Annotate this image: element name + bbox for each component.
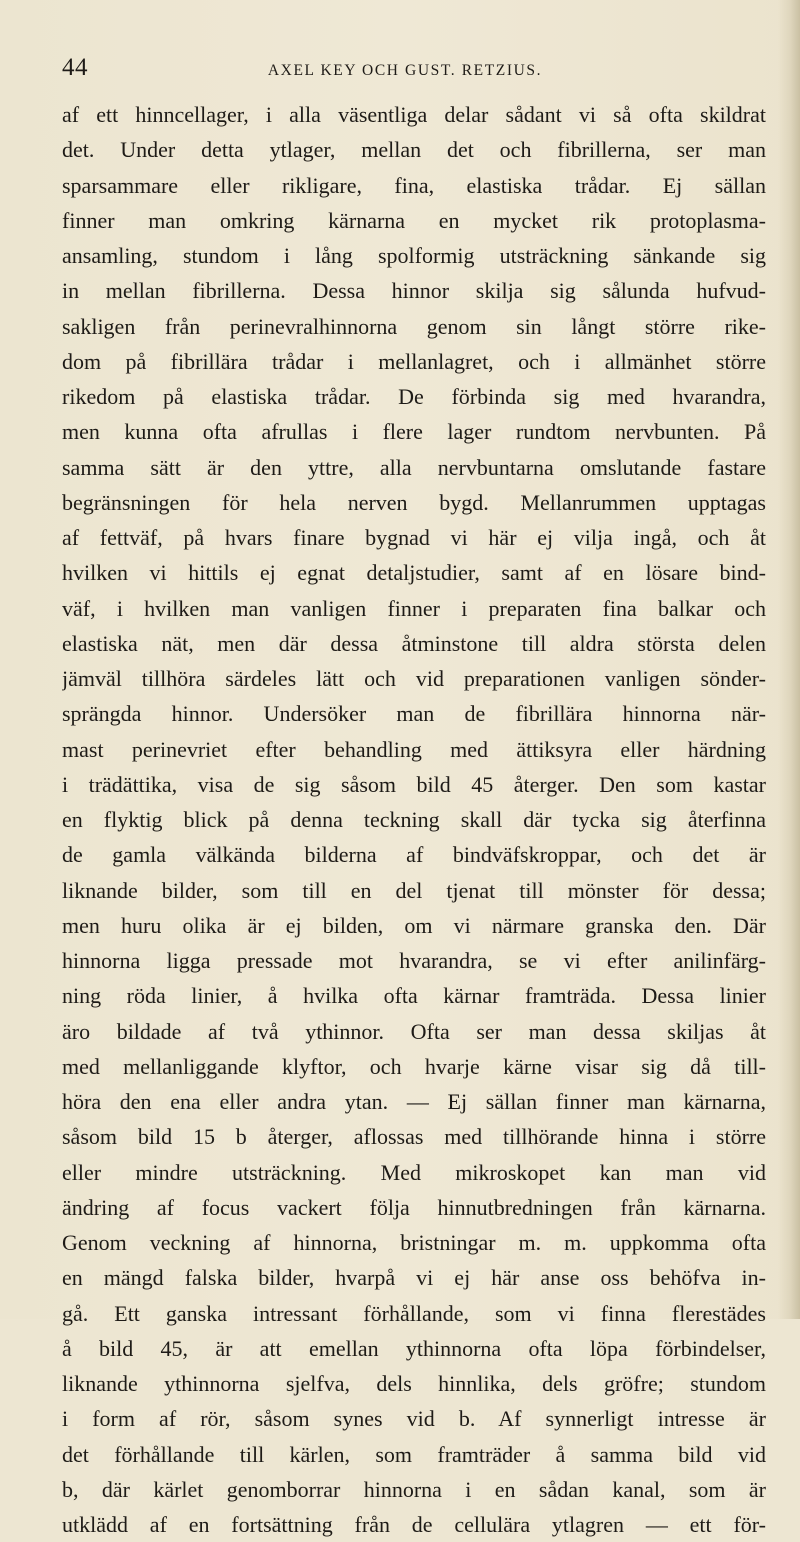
text-line: äro bildade af två ythinnor. Ofta ser man dessa skiljas åt <box>62 1018 766 1044</box>
text-line: det. Under detta ytlager, mellan det och fibrillerna, ser man <box>62 137 766 163</box>
running-head: AXEL KEY OCH GUST. RETZIUS. <box>267 62 543 79</box>
text-line: såsom bild 15 b återger, aflossas med tillhörande hinna i större <box>62 1124 766 1150</box>
text-line: en mängd falska bilder, hvarpå vi ej här anse oss behöfva in- <box>62 1265 766 1291</box>
text-line: finner man omkring kärnarna en mycket rik protoplasma- <box>62 207 766 233</box>
text-line: begränsningen för hela nerven bygd. Mellanrummen upptagas <box>62 489 766 515</box>
page-edge-shadow <box>778 0 800 1319</box>
page-number: 44 <box>62 54 88 81</box>
text-line: men huru olika är ej bilden, om vi närmare granska den. Där <box>62 912 766 938</box>
text-line: eller mindre utsträckning. Med mikroskopet kan man vid <box>62 1159 766 1185</box>
page-header <box>0 54 800 88</box>
text-line: en flyktig blick på denna teckning skall där tycka sig återfinna <box>62 807 766 832</box>
text-line: väf, i hvilken man vanligen finner i preparaten fina balkar och <box>62 595 766 621</box>
text-line: samma sätt är den yttre, alla nervbuntarna omslutande fastare <box>62 454 766 480</box>
text-line: sprängda hinnor. Undersöker man de fibrillära hinnorna när- <box>62 701 766 727</box>
text-line: sparsammare eller rikligare, fina, elastiska trådar. Ej sällan <box>62 172 766 198</box>
text-line: rikedom på elastiska trådar. De förbinda sig med hvarandra, <box>62 384 766 409</box>
text-line: ändring af focus vackert följa hinnutbredningen från kärnarna. <box>62 1194 766 1220</box>
text-line: höra den ena eller andra ytan. — Ej sällan finner man kärnarna, <box>62 1089 766 1114</box>
text-line: af ett hinncellager, i alla väsentliga delar sådant vi så ofta skildrat <box>62 102 766 127</box>
text-line: å bild 45, är att emellan ythinnorna ofta löpa förbindelser, <box>62 1335 766 1361</box>
text-line: ning röda linier, å hvilka ofta kärnar framträda. Dessa linier <box>62 983 766 1009</box>
text-line: de gamla välkända bilderna af bindväfskroppar, och det är <box>62 842 766 868</box>
text-line: gå. Ett ganska intressant förhållande, som vi finna flerestädes <box>62 1300 766 1326</box>
text-line: dom på fibrillära trådar i mellanlagret, och i allmänhet större <box>62 348 766 374</box>
text-line: ansamling, stundom i lång spolformig utsträckning sänkande sig <box>62 243 766 268</box>
text-line: i form af rör, såsom synes vid b. Af synnerligt intresse är <box>62 1406 766 1432</box>
text-line: hinnorna ligga pressade mot hvarandra, se vi efter anilinfärg- <box>62 948 766 973</box>
text-line: hvilken vi hittils ej egnat detaljstudier, samt af en lösare bind- <box>62 560 766 586</box>
text-line: i trädättika, visa de sig såsom bild 45 återger. Den som kastar <box>62 771 766 797</box>
text-line: Genom veckning af hinnorna, bristningar m. m. uppkomma ofta <box>62 1230 766 1255</box>
text-line: sakligen från perinevralhinnorna genom sin långt större rike- <box>62 313 766 339</box>
text-line: det förhållande till kärlen, som framträder å samma bild vid <box>62 1441 766 1467</box>
text-line: liknande bilder, som till en del tjenat till mönster för dessa; <box>62 877 766 903</box>
text-line: in mellan fibrillerna. Dessa hinnor skilja sig sålunda hufvud- <box>62 278 766 304</box>
text-line: b, där kärlet genomborrar hinnorna i en sådan kanal, som är <box>62 1476 766 1502</box>
text-line: jämväl tillhöra särdeles lätt och vid preparationen vanligen sönder- <box>62 666 766 691</box>
text-line: af fettväf, på hvars finare bygnad vi här ej vilja ingå, och åt <box>62 525 766 550</box>
text-line: liknande ythinnorna sjelfva, dels hinnlika, dels gröfre; stundom <box>62 1371 766 1396</box>
text-line: utklädd af en fortsättning från de cellulära ytlagren — ett för- <box>62 1512 766 1537</box>
body-text <box>62 97 766 1542</box>
text-line: elastiska nät, men där dessa åtminstone till aldra största delen <box>62 630 766 656</box>
text-line: mast perinevriet efter behandling med ättiksyra eller härdning <box>62 736 766 762</box>
text-line: med mellanliggande klyftor, och hvarje kärne visar sig då till- <box>62 1053 766 1079</box>
text-line: men kunna ofta afrullas i flere lager rundtom nervbunten. På <box>62 419 766 445</box>
